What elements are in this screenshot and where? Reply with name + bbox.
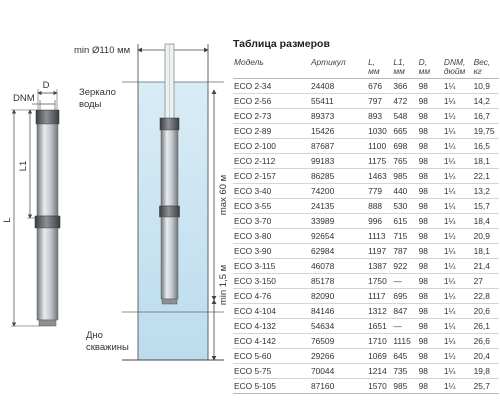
cell-col-diameter: 98 xyxy=(418,229,443,244)
cell-col-dnm: 1¼ xyxy=(443,274,473,289)
cell-col-article: 24135 xyxy=(310,199,367,214)
cell-col-length-l1: — xyxy=(392,274,417,289)
header-text: мм xyxy=(393,66,405,76)
l1-label: L1 xyxy=(18,160,29,172)
cell-col-length-l1: 665 xyxy=(392,124,417,139)
cell-col-weight: 25,7 xyxy=(473,379,499,394)
cell-col-weight: 10,9 xyxy=(473,79,499,94)
cell-col-dnm: 1¼ xyxy=(443,139,473,154)
table-row xyxy=(233,379,499,394)
depth-dimensions xyxy=(214,90,229,360)
size-table xyxy=(233,57,499,394)
cell-col-dnm: 1¼ xyxy=(443,319,473,334)
cell-col-model: ECO 2-157 xyxy=(233,169,310,184)
cell-col-model: ECO 2-34 xyxy=(233,79,310,94)
cell-col-length: 893 xyxy=(367,109,392,124)
max-depth-label: max 60 м xyxy=(218,174,229,216)
cell-col-length-l1: 440 xyxy=(392,184,417,199)
cell-col-length: 1214 xyxy=(367,364,392,379)
cell-col-model: ECO 5-75 xyxy=(233,364,310,379)
cell-col-model: ECO 3-150 xyxy=(233,274,310,289)
cell-col-article: 85178 xyxy=(310,274,367,289)
header-col-article xyxy=(310,57,367,79)
table-row xyxy=(233,124,499,139)
table-row xyxy=(233,259,499,274)
header-text: Вес, xyxy=(473,57,491,67)
cell-col-length-l1: 922 xyxy=(392,259,417,274)
cell-col-diameter: 98 xyxy=(418,274,443,289)
cell-col-article: 84146 xyxy=(310,304,367,319)
cell-col-article: 54634 xyxy=(310,319,367,334)
cell-col-dnm: 1¼ xyxy=(443,109,473,124)
cell-col-weight: 20,9 xyxy=(473,229,499,244)
pump-side-view xyxy=(35,110,60,326)
table-row xyxy=(233,319,499,334)
table-row xyxy=(233,214,499,229)
cell-col-model: ECO 4-104 xyxy=(233,304,310,319)
cell-col-length-l1: 765 xyxy=(392,154,417,169)
cell-col-diameter: 98 xyxy=(418,94,443,109)
cell-col-weight: 22,1 xyxy=(473,169,499,184)
cell-col-model: ECO 3-40 xyxy=(233,184,310,199)
header-col-weight xyxy=(473,57,499,79)
cell-col-model: ECO 3-90 xyxy=(233,244,310,259)
table-row xyxy=(233,289,499,304)
cell-col-model: ECO 4-142 xyxy=(233,334,310,349)
cell-col-model: ECO 5-60 xyxy=(233,349,310,364)
cell-col-weight: 19,75 xyxy=(473,124,499,139)
cell-col-length-l1: 985 xyxy=(392,169,417,184)
cell-col-article: 74200 xyxy=(310,184,367,199)
cell-col-length: 1117 xyxy=(367,289,392,304)
cell-col-length: 1100 xyxy=(367,139,392,154)
cell-col-length: 1750 xyxy=(367,274,392,289)
cell-col-article: 89373 xyxy=(310,109,367,124)
cell-col-diameter: 98 xyxy=(418,244,443,259)
l-label: L xyxy=(2,217,13,223)
cell-col-length: 1175 xyxy=(367,154,392,169)
cell-col-article: 92654 xyxy=(310,229,367,244)
discharge-pipe xyxy=(165,44,174,120)
cell-col-model: ECO 5-105 xyxy=(233,379,310,394)
min-diameter-label: min Ø110 мм xyxy=(74,45,131,56)
cell-col-diameter: 98 xyxy=(418,184,443,199)
cell-col-length: 1197 xyxy=(367,244,392,259)
cell-col-length: 1651 xyxy=(367,319,392,334)
d-label: D xyxy=(42,80,50,91)
cell-col-length-l1: 735 xyxy=(392,364,417,379)
cell-col-weight: 14,2 xyxy=(473,94,499,109)
cell-col-diameter: 98 xyxy=(418,349,443,364)
cell-col-diameter: 98 xyxy=(418,304,443,319)
header-text: дюйм xyxy=(443,66,466,76)
well-bottom-label-2: скважины xyxy=(86,342,129,353)
table-row xyxy=(233,274,499,289)
cell-col-dnm: 1¼ xyxy=(443,349,473,364)
cell-col-weight: 18,1 xyxy=(473,244,499,259)
cell-col-article: 87160 xyxy=(310,379,367,394)
header-text: L, xyxy=(368,57,376,67)
cell-col-article: 87687 xyxy=(310,139,367,154)
cell-col-length: 1710 xyxy=(367,334,392,349)
cell-col-model: ECO 3-70 xyxy=(233,214,310,229)
cell-col-dnm: 1¼ xyxy=(443,304,473,319)
cell-col-article: 99183 xyxy=(310,154,367,169)
cell-col-length-l1: 366 xyxy=(392,79,417,94)
cell-col-weight: 18,4 xyxy=(473,214,499,229)
table-row xyxy=(233,94,499,109)
table-row xyxy=(233,244,499,259)
table-row xyxy=(233,364,499,379)
cell-col-length-l1: 985 xyxy=(392,379,417,394)
table-title: Таблица размеров xyxy=(233,38,330,50)
cell-col-model: ECO 4-76 xyxy=(233,289,310,304)
cell-col-diameter: 98 xyxy=(418,109,443,124)
cell-col-length-l1: 715 xyxy=(392,229,417,244)
cell-col-article: 55411 xyxy=(310,94,367,109)
cell-col-weight: 26,6 xyxy=(473,334,499,349)
cell-col-dnm: 1¼ xyxy=(443,169,473,184)
cell-col-model: ECO 2-73 xyxy=(233,109,310,124)
cell-col-diameter: 98 xyxy=(418,169,443,184)
dnm-label: DNM xyxy=(13,93,35,104)
cell-col-length: 797 xyxy=(367,94,392,109)
table-row xyxy=(233,349,499,364)
cell-col-diameter: 98 xyxy=(418,289,443,304)
header-text: DNM, xyxy=(443,57,466,67)
cell-col-length-l1: 548 xyxy=(392,109,417,124)
cell-col-weight: 27 xyxy=(473,274,499,289)
header-text: мм xyxy=(418,66,431,76)
header-col-diameter xyxy=(418,57,443,79)
min-clearance-label: min 1,5 м xyxy=(218,264,229,306)
cell-col-length-l1: 695 xyxy=(392,289,417,304)
cell-col-length-l1: 530 xyxy=(392,199,417,214)
cell-col-model: ECO 3-55 xyxy=(233,199,310,214)
table-row xyxy=(233,169,499,184)
cell-col-length-l1: 615 xyxy=(392,214,417,229)
cell-col-length: 1387 xyxy=(367,259,392,274)
cell-col-length: 996 xyxy=(367,214,392,229)
cell-col-dnm: 1¼ xyxy=(443,79,473,94)
cell-col-length: 779 xyxy=(367,184,392,199)
cell-col-dnm: 1¼ xyxy=(443,244,473,259)
min-diameter-dimension xyxy=(74,45,208,56)
cell-col-weight: 22,8 xyxy=(473,289,499,304)
cell-col-diameter: 98 xyxy=(418,364,443,379)
cell-col-length-l1: 787 xyxy=(392,244,417,259)
cell-col-article: 86285 xyxy=(310,169,367,184)
header-text: кг xyxy=(473,66,482,76)
cell-col-length-l1: 698 xyxy=(392,139,417,154)
cell-col-diameter: 98 xyxy=(418,214,443,229)
cell-col-weight: 18,1 xyxy=(473,154,499,169)
table-row xyxy=(233,229,499,244)
cell-col-model: ECO 3-80 xyxy=(233,229,310,244)
cell-col-weight: 21,4 xyxy=(473,259,499,274)
pump-installation-drawing xyxy=(0,0,232,400)
header-col-length-l1 xyxy=(392,57,417,79)
cell-col-diameter: 98 xyxy=(418,259,443,274)
table-header-row xyxy=(233,57,499,79)
cell-col-dnm: 1¼ xyxy=(443,259,473,274)
water-mirror-label-2: воды xyxy=(79,99,102,110)
cell-col-article: 82090 xyxy=(310,289,367,304)
cell-col-length-l1: — xyxy=(392,319,417,334)
cell-col-length: 1570 xyxy=(367,379,392,394)
cell-col-length-l1: 645 xyxy=(392,349,417,364)
table-row xyxy=(233,199,499,214)
cell-col-article: 24408 xyxy=(310,79,367,94)
cell-col-dnm: 1¼ xyxy=(443,124,473,139)
cell-col-model: ECO 4-132 xyxy=(233,319,310,334)
cell-col-weight: 13,2 xyxy=(473,184,499,199)
cell-col-article: 46078 xyxy=(310,259,367,274)
cell-col-dnm: 1¼ xyxy=(443,214,473,229)
cell-col-diameter: 98 xyxy=(418,79,443,94)
cell-col-length: 1030 xyxy=(367,124,392,139)
cell-col-weight: 20,6 xyxy=(473,304,499,319)
cell-col-diameter: 98 xyxy=(418,334,443,349)
header-text: L1, xyxy=(393,57,406,67)
cell-col-dnm: 1¼ xyxy=(443,184,473,199)
table-row xyxy=(233,109,499,124)
cell-col-length: 1113 xyxy=(367,229,392,244)
table-row xyxy=(233,139,499,154)
header-text: Модель xyxy=(234,57,264,67)
cell-col-weight: 16,7 xyxy=(473,109,499,124)
cell-col-diameter: 98 xyxy=(418,139,443,154)
cell-col-diameter: 98 xyxy=(418,319,443,334)
table-row xyxy=(233,304,499,319)
cell-col-length: 1069 xyxy=(367,349,392,364)
header-text: Артикул xyxy=(310,57,346,67)
cell-col-model: ECO 2-56 xyxy=(233,94,310,109)
cell-col-dnm: 1¼ xyxy=(443,94,473,109)
cell-col-length-l1: 847 xyxy=(392,304,417,319)
cell-col-weight: 15,7 xyxy=(473,199,499,214)
cell-col-article: 76509 xyxy=(310,334,367,349)
cell-col-article: 29266 xyxy=(310,349,367,364)
cell-col-diameter: 98 xyxy=(418,124,443,139)
water-mirror-label-1: Зеркало xyxy=(79,87,116,98)
pump-in-well xyxy=(160,118,180,304)
cell-col-diameter: 98 xyxy=(418,379,443,394)
header-text: мм xyxy=(368,66,380,76)
table-row xyxy=(233,79,499,94)
cell-col-dnm: 1¼ xyxy=(443,379,473,394)
cell-col-model: ECO 2-89 xyxy=(233,124,310,139)
cell-col-weight: 26,1 xyxy=(473,319,499,334)
cell-col-length: 1463 xyxy=(367,169,392,184)
table-body xyxy=(233,79,499,394)
cell-col-length: 676 xyxy=(367,79,392,94)
cell-col-weight: 20,4 xyxy=(473,349,499,364)
header-col-length xyxy=(367,57,392,79)
cell-col-article: 15426 xyxy=(310,124,367,139)
table-row xyxy=(233,154,499,169)
cell-col-model: ECO 3-115 xyxy=(233,259,310,274)
cell-col-diameter: 98 xyxy=(418,199,443,214)
table-row xyxy=(233,334,499,349)
well-bottom-label-1: Дно xyxy=(86,330,103,341)
cell-col-dnm: 1¼ xyxy=(443,364,473,379)
cell-col-weight: 19,8 xyxy=(473,364,499,379)
cell-col-model: ECO 2-112 xyxy=(233,154,310,169)
cell-col-length-l1: 1115 xyxy=(392,334,417,349)
cell-col-dnm: 1¼ xyxy=(443,199,473,214)
cell-col-length: 888 xyxy=(367,199,392,214)
cell-col-dnm: 1¼ xyxy=(443,334,473,349)
cell-col-length: 1312 xyxy=(367,304,392,319)
cell-col-article: 62984 xyxy=(310,244,367,259)
cell-col-dnm: 1¼ xyxy=(443,154,473,169)
cell-col-dnm: 1¼ xyxy=(443,289,473,304)
cell-col-length-l1: 472 xyxy=(392,94,417,109)
cell-col-article: 33989 xyxy=(310,214,367,229)
table-row xyxy=(233,184,499,199)
header-col-dnm xyxy=(443,57,473,79)
cell-col-model: ECO 2-100 xyxy=(233,139,310,154)
header-col-model xyxy=(233,57,310,79)
header-text: D, xyxy=(418,57,427,67)
cell-col-weight: 16,5 xyxy=(473,139,499,154)
cell-col-dnm: 1¼ xyxy=(443,229,473,244)
cell-col-article: 70044 xyxy=(310,364,367,379)
cell-col-diameter: 98 xyxy=(418,154,443,169)
